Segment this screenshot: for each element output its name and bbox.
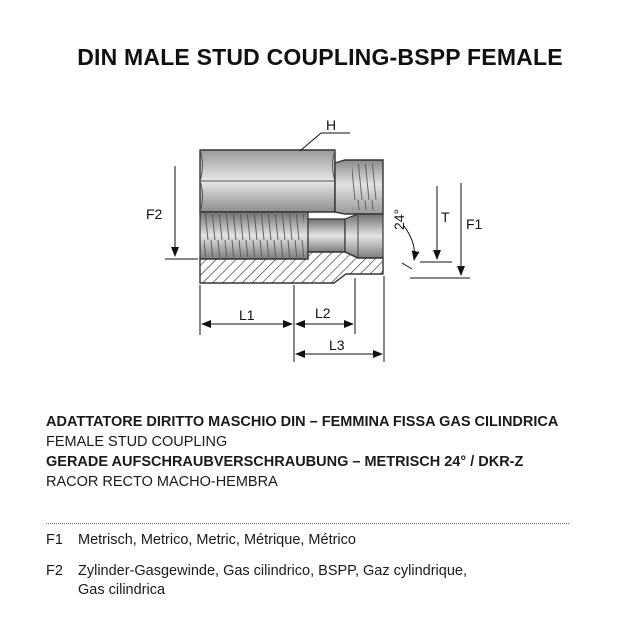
label-l1: L1 xyxy=(239,307,255,323)
l1-dimension xyxy=(200,285,292,335)
legend-code: F1 xyxy=(46,532,63,548)
f1-dimension xyxy=(410,183,483,278)
legend-code: F2 xyxy=(46,563,63,579)
hex-body xyxy=(200,150,335,212)
angle-dimension xyxy=(391,209,415,269)
female-thread-bore xyxy=(200,212,308,259)
label-l2: L2 xyxy=(315,305,331,321)
legend-text: Metrisch, Metrico, Metric, Métrique, Métrico xyxy=(78,532,356,548)
legend-row-f1 xyxy=(46,531,606,550)
f2-dimension xyxy=(146,166,198,259)
h-leader xyxy=(300,117,350,151)
legend-text-line1: Zylinder-Gasgewinde, Gas cilindrico, BSPP, Gaz cylindrique, xyxy=(78,563,467,579)
product-description xyxy=(46,412,606,492)
label-angle: 24° xyxy=(391,208,407,230)
label-f2: F2 xyxy=(146,206,163,222)
t-dimension xyxy=(420,186,452,262)
legend-text xyxy=(78,562,606,600)
label-h: H xyxy=(326,117,337,133)
label-l3: L3 xyxy=(329,337,345,353)
label-t: T xyxy=(441,209,450,225)
legend-row-f2 xyxy=(46,562,606,600)
dotted-divider xyxy=(46,523,569,524)
l2-dimension xyxy=(294,278,355,362)
l3-dimension xyxy=(296,276,384,362)
page-title: DIN MALE STUD COUPLING-BSPP FEMALE xyxy=(77,44,563,70)
description-spanish: RACOR RECTO MACHO-HEMBRA xyxy=(46,474,278,490)
legend-text-line2: Gas cilindrica xyxy=(78,582,166,598)
description-italian: ADATTATORE DIRITTO MASCHIO DIN – FEMMINA FISSA GAS CILINDRICA xyxy=(46,414,559,430)
description-german: GERADE AUFSCHRAUBVERSCHRAUBUNG – METRISCH 24° / DKR-Z xyxy=(46,454,524,470)
label-f1: F1 xyxy=(466,216,483,232)
description-english: FEMALE STUD COUPLING xyxy=(46,434,228,450)
male-stud xyxy=(335,160,383,214)
thread-legend xyxy=(46,530,606,600)
